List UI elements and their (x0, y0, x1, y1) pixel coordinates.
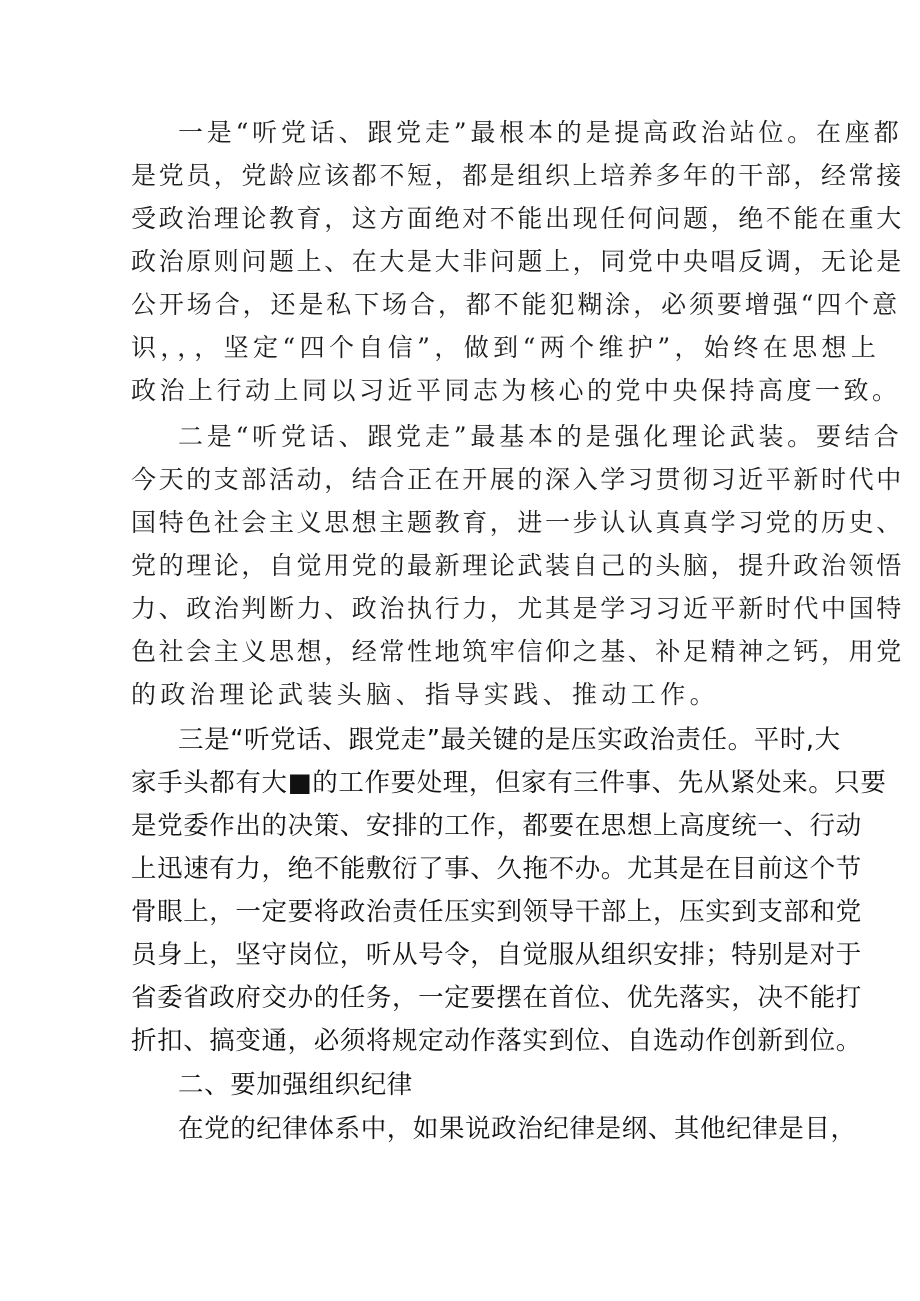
text-line: 是党委作出的决策、安排的工作，都要在思想上高度统一、行动 (131, 811, 862, 841)
text-line: 党的理论，自觉用党的最新理论武装自己的头脑，提升政治领悟 (131, 551, 904, 580)
text-line: 上迅速有力，绝不能敷衍了事、久拖不办。尤其是在目前这个节 (131, 854, 862, 884)
text-line: 政治原则问题上、在大是大非问题上，同党中央唱反调，无论是 (131, 247, 904, 276)
text-line: 员身上，坚守岗位，听从号令，自觉服从组织安排；特别是对于 (131, 940, 862, 970)
text-line: 是党员，党龄应该都不短，都是组织上培养多年的干部，经常接 (131, 161, 904, 190)
text-line: 力、政治判断力、政治执行力，尤其是学习习近平新时代中国特 (131, 594, 904, 623)
text-line: 三是“听党话、跟党走”最关键的是压实政治责任。平时,大 (178, 725, 841, 755)
text-line: 政治上行动上同以习近平同志为核心的党中央保持高度一致。 (131, 376, 901, 405)
text-line: 骨眼上，一定要将政治责任压实到领导干部上，压实到支部和党 (131, 897, 862, 927)
text-line: 的政治理论武装头脑、指导实践、推动工作。 (131, 680, 720, 709)
text-line: 省委省政府交办的任务，一定要摆在首位、优先落实，决不能打 (131, 983, 862, 1013)
section-heading: 二、要加强组织纪律 (178, 1070, 413, 1100)
text-line: 二是“听党话、跟党走”最基本的是强化理论武装。要结合 (178, 422, 903, 451)
text-line: 家手头都有大■的工作要处理，但家有三件事、先从紧处来。只要 (131, 768, 887, 798)
text-line: 国特色社会主义思想主题教育，进一步认认真真学习党的历史、 (131, 508, 904, 537)
text-line: 折扣、搞变通，必须将规定动作落实到位、自选动作创新到位。 (131, 1026, 862, 1056)
text-line: 受政治理论教育，这方面绝对不能出现任何问题，绝不能在重大 (131, 204, 904, 233)
text-line: 公开场合，还是私下场合，都不能犯糊涂，必须要增强“四个意 (131, 290, 900, 319)
text-line: 色社会主义思想，经常性地筑牢信仰之基、补足精神之钙，用党 (131, 637, 904, 666)
text-line: 今天的支部活动，结合正在开展的深入学习贯彻习近平新时代中 (131, 465, 904, 494)
text-line: 一是“听党话、跟党走”最根本的是提高政治站位。在座都 (178, 118, 903, 147)
text-line: 在党的纪律体系中，如果说政治纪律是纲、其他纪律是目， (178, 1114, 857, 1144)
text-line: 识，，，坚定“四个自信”，做到“两个维护”，始终在思想上 (131, 333, 881, 362)
